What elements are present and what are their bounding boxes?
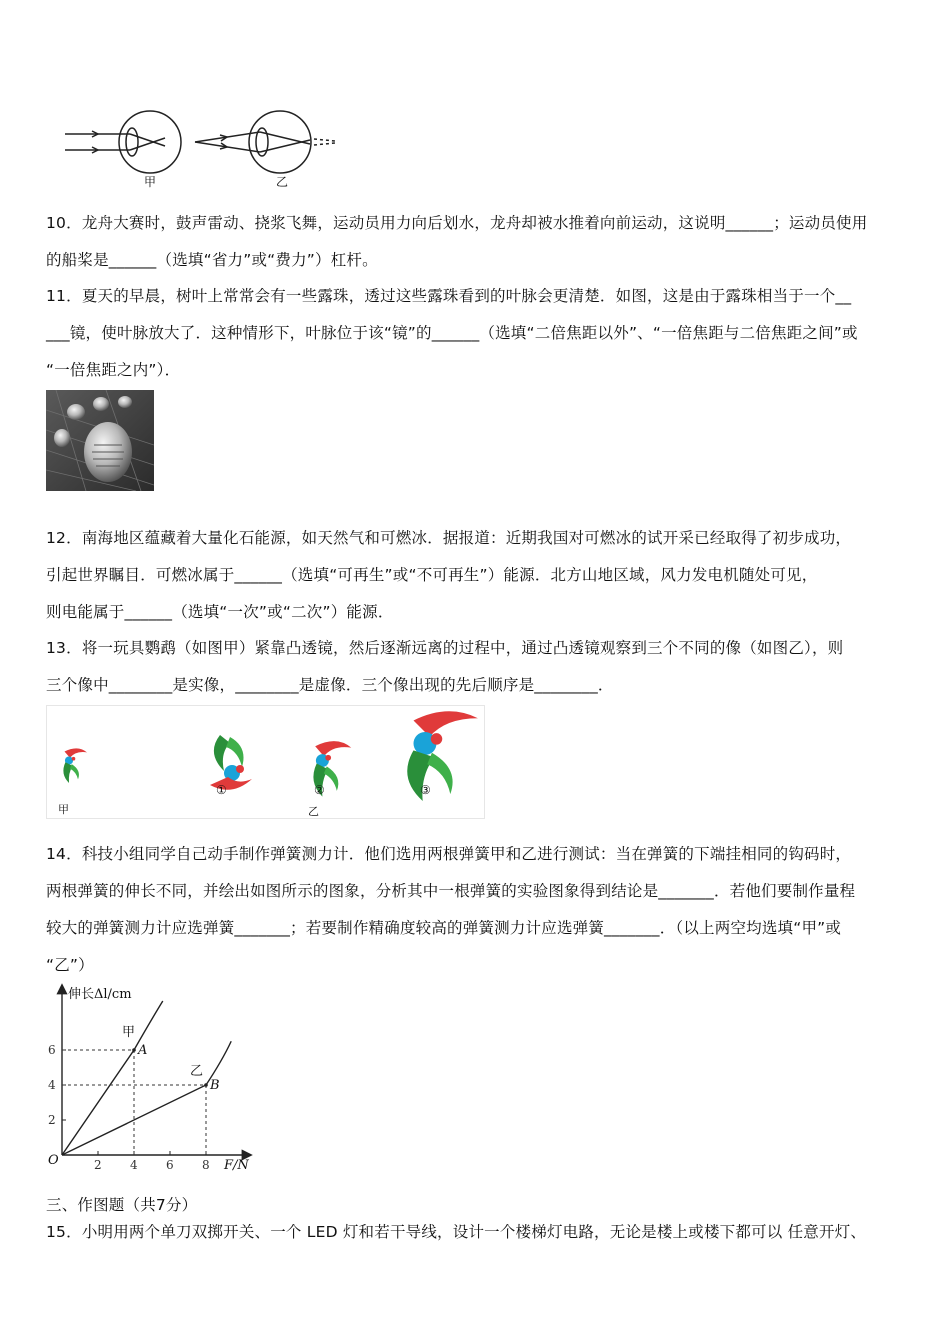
- q13-line-2: 三个像中________是实像，________是虚像．三个像出现的先后顺序是________．: [46, 676, 614, 694]
- series-name-label: 乙: [190, 1064, 204, 1079]
- q14-line-3: 较大的弹簧测力计应选弹簧_______；若要制作精确度较高的弹簧测力计应选弹簧_______．（以上两空均选填“甲”或: [46, 919, 842, 937]
- q14-line-4: “乙”）: [46, 956, 94, 974]
- parrot-original: [63, 748, 87, 783]
- eye-label-b: 乙: [276, 175, 289, 189]
- q14-line-2: 两根弹簧的伸长不同，并绘出如图所示的图象，分析其中一根弹簧的实验图象得到结论是_______．若他们要制作量程: [46, 882, 856, 900]
- parrot-images-figure: [46, 705, 486, 820]
- q15-line-1: 15．小明用两个单刀双掷开关、一个 LED 灯和若干导线，设计一个楼梯灯电路，无论是楼上或楼下都可以 任意开灯、: [46, 1223, 867, 1241]
- spring-extension-chart: [44, 980, 264, 1175]
- eye-diagram-figure: [60, 110, 350, 190]
- q13-line-1: 13．将一玩具鹦鹉（如图甲）紧靠凸透镜，然后逐渐远离的过程中，通过凸透镜观察到三个不同的像（如图乙），则: [46, 639, 844, 657]
- series-line-jia: [62, 1001, 163, 1155]
- x-tick-label: 4: [130, 1158, 138, 1172]
- parrot-number-1: ①: [216, 783, 227, 797]
- eye-label-a: 甲: [144, 175, 157, 189]
- parrot-number-2: ②: [314, 783, 325, 797]
- q12-line-2: 引起世界瞩目．可燃冰属于______（选填“可再生”或“不可再生”）能源．北方山地区域，风力发电机随处可见，: [46, 566, 818, 584]
- q10-line-1: 10．龙舟大赛时，鼓声雷动、挠浆飞舞，运动员用力向后划水，龙舟却被水推着向前运动，这说明______；运动员使用: [46, 214, 868, 232]
- q14-line-1: 14．科技小组同学自己动手制作弹簧测力计．他们选用两根弹簧甲和乙进行测试：当在弹簧的下端挂相同的钩码时，: [46, 845, 852, 863]
- data-point-B: [204, 1083, 208, 1087]
- origin-label: O: [48, 1153, 59, 1168]
- eye-a-lens: [126, 128, 138, 156]
- dew-drop-leaf-photo: [46, 390, 154, 491]
- x-tick-label: 2: [94, 1158, 102, 1172]
- q11-line-3: “一倍焦距之内”）．: [46, 361, 181, 379]
- eye-a-eyeball: [119, 111, 181, 173]
- x-tick-label: 6: [166, 1158, 174, 1172]
- x-axis-label: F/N: [224, 1158, 249, 1173]
- q11-line-2: ___镜，使叶脉放大了．这种情形下，叶脉位于该“镜”的______（选填“二倍焦距以外”、“一倍焦距与二倍焦距之间”或: [46, 324, 858, 342]
- point-label: A: [138, 1043, 148, 1058]
- section-3-heading: 三、作图题（共7分）: [46, 1196, 198, 1214]
- series-name-label: 甲: [122, 1025, 136, 1040]
- y-tick-label: 2: [48, 1113, 56, 1127]
- point-label: B: [210, 1078, 220, 1093]
- q12-line-1: 12．南海地区蕴藏着大量化石能源，如天然气和可燃冰．据报道：近期我国对可燃冰的试开采已经取得了初步成功，: [46, 529, 852, 547]
- parrot-image-1: [210, 735, 252, 790]
- parrot-image-3: [407, 711, 478, 801]
- q11-line-1: 11．夏天的早晨，树叶上常常会有一些露珠，透过这些露珠看到的叶脉会更清楚．如图，这是由于露珠相当于一个__: [46, 287, 852, 305]
- x-tick-label: 8: [202, 1158, 210, 1172]
- data-point-A: [132, 1048, 136, 1052]
- parrot-number-3: ③: [420, 783, 431, 797]
- parrot-label-yi: 乙: [308, 805, 319, 818]
- y-tick-label: 6: [48, 1043, 56, 1057]
- parrot-label-jia: 甲: [58, 803, 69, 816]
- y-axis-label: 伸长Δl/cm: [68, 987, 132, 1002]
- q10-line-2: 的船桨是______（选填“省力”或“费力”）杠杆。: [46, 251, 378, 269]
- y-tick-label: 4: [48, 1078, 56, 1092]
- q12-line-3: 则电能属于______（选填“一次”或“二次”）能源．: [46, 603, 394, 621]
